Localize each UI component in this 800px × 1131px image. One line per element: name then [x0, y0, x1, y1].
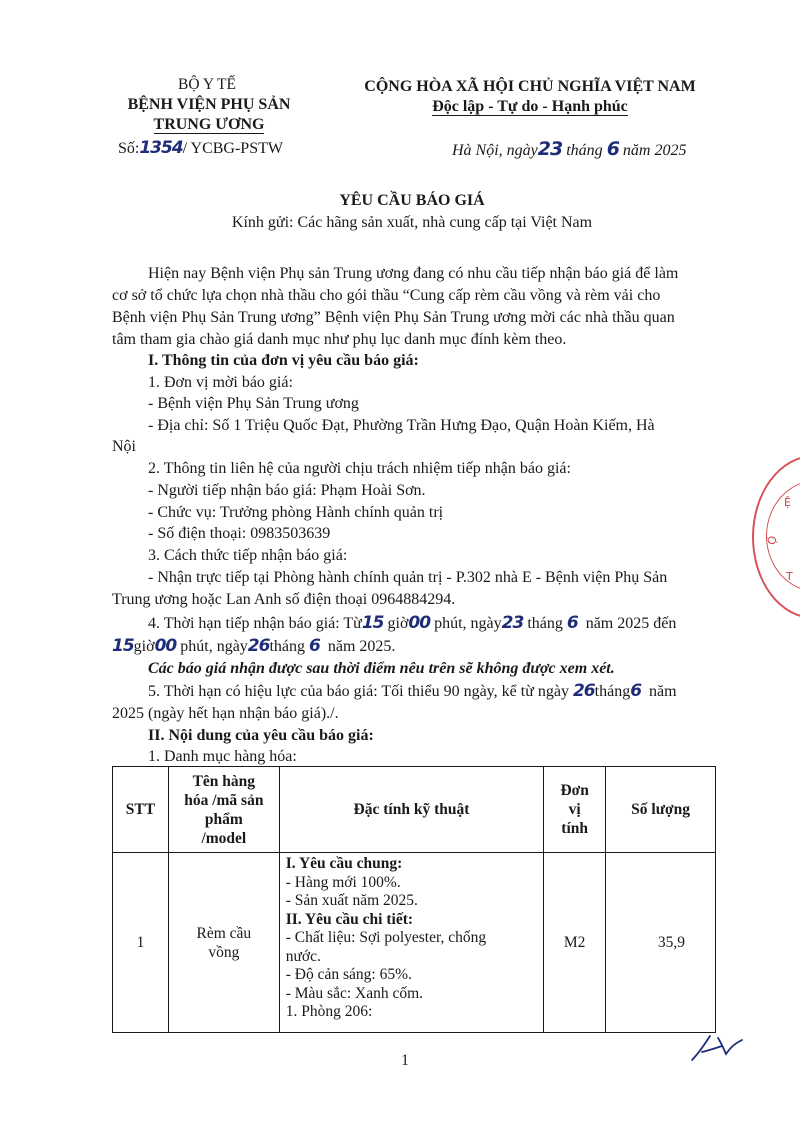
recipient-line: Kính gửi: Các hãng sản xuất, nhà cung cấp tại Việt Nam — [231, 214, 593, 231]
header-qty: Số lượng — [606, 767, 716, 853]
header-unit-line2: vị — [568, 801, 581, 818]
stamp-char-1: Ệ — [784, 496, 791, 509]
validity-year-label: năm — [649, 683, 677, 700]
issue-date-month: 6 — [606, 138, 619, 160]
section-1-address-line2: Nội — [112, 438, 136, 455]
issue-date — [452, 138, 686, 160]
header-name-line3: phẩm — [204, 810, 243, 828]
initials-signature-icon — [688, 1030, 748, 1064]
receiving-deadline-line2 — [112, 636, 395, 657]
hospital-name-line2 — [104, 116, 314, 134]
document-title: YÊU CẦU BÁO GIÁ — [339, 192, 485, 209]
spec-general-2: - Sản xuất năm 2025. — [285, 892, 418, 909]
row-spec — [279, 853, 543, 1033]
header-unit-line1: Đơn — [560, 782, 589, 799]
contact-person: - Người tiếp nhận báo giá: Phạm Hoài Sơn. — [148, 482, 426, 499]
spec-detail-5: 1. Phòng 206: — [285, 1003, 373, 1020]
deadline-start-month: 6 — [566, 613, 578, 633]
spec-detail-title: II. Yêu cầu chi tiết: — [285, 910, 414, 928]
late-submission-note: Các báo giá nhận được sau thời điểm nêu trên sẽ không được xem xét. — [148, 660, 615, 677]
row-name-line2: vồng — [208, 943, 240, 961]
section-1-item2-title: 2. Thông tin liên hệ của người chịu trách nhiệm tiếp nhận báo giá: — [148, 460, 571, 477]
validity-line2: 2025 (ngày hết hạn nhận báo giá)./. — [112, 705, 339, 722]
stamp-char-3: T — [786, 570, 793, 583]
header-name-line4: /model — [201, 829, 247, 847]
hospital-name-line1: BỆNH VIỆN PHỤ SẢN — [127, 96, 291, 113]
document-number-handwritten: 1354 — [139, 138, 183, 158]
row-unit: M2 — [544, 853, 606, 1033]
deadline-thang-2: tháng — [269, 638, 306, 655]
spec-general-title: I. Yêu cầu chung: — [285, 855, 403, 872]
validity-line1 — [148, 681, 677, 702]
section-1-unit: - Bệnh viện Phụ Sản Trung ương — [148, 395, 359, 412]
header-unit-line3: tính — [561, 820, 589, 837]
header-name-line2: hóa /mã sản — [184, 791, 264, 809]
deadline-end-day: 26 — [247, 636, 270, 656]
intro-line-4: tâm tham gia chào giá danh mục như phụ lục danh mục đính kèm theo. — [112, 331, 567, 348]
section-1-address-line1: - Địa chỉ: Số 1 Triệu Quốc Đạt, Phường Trần Hưng Đạo, Quận Hoàn Kiếm, Hà — [148, 417, 655, 434]
row-name-line1: Rèm cầu — [196, 924, 252, 942]
national-motto-text: Độc lập - Tự do - Hạnh phúc — [432, 98, 628, 115]
receiving-method-line2: Trung ương hoặc Lan Anh số điện thoại 0964884294. — [112, 591, 456, 608]
section-2-heading: II. Nội dung của yêu cầu báo giá: — [148, 727, 374, 744]
deadline-end-year: năm 2025. — [327, 638, 396, 655]
spec-detail-1: - Chất liệu: Sợi polyester, chống — [285, 929, 487, 946]
header-stt: STT — [113, 767, 169, 853]
section-1-item3-title: 3. Cách thức tiếp nhận báo giá: — [148, 547, 348, 564]
issue-date-day: 23 — [537, 138, 563, 160]
header-name — [168, 767, 279, 853]
stamp-char-2: Ộ — [764, 534, 780, 547]
deadline-start-hour: 15 — [361, 613, 384, 633]
validity-prefix: 5. Thời hạn có hiệu lực của báo giá: Tối thiểu 90 ngày, kể từ ngày — [148, 683, 569, 700]
goods-table — [112, 766, 716, 1033]
header-name-line1: Tên hàng — [192, 772, 256, 790]
table-row — [113, 853, 716, 1033]
national-motto — [340, 98, 720, 116]
deadline-gio-1: giờ — [387, 615, 409, 632]
header-unit — [544, 767, 606, 853]
section-2-sub: 1. Danh mục hàng hóa: — [148, 748, 297, 765]
spec-general-1: - Hàng mới 100%. — [285, 873, 401, 891]
document-number-prefix: Số: — [118, 140, 140, 157]
section-1-item1-title: 1. Đơn vị mời báo giá: — [148, 374, 293, 391]
deadline-thang-1: tháng — [527, 615, 563, 632]
spec-detail-4: - Màu sắc: Xanh cốm. — [285, 984, 424, 1002]
deadline-gio-2: giờ — [133, 638, 155, 655]
validity-day: 26 — [572, 681, 595, 701]
section-1-heading: I. Thông tin của đơn vị yêu cầu báo giá: — [148, 352, 419, 369]
ministry-name: BỘ Y TẾ — [178, 76, 236, 93]
row-name — [168, 853, 279, 1033]
table-header-row — [113, 767, 716, 853]
validity-month: 6 — [630, 681, 642, 701]
issue-date-prefix: Hà Nội, ngày — [452, 142, 538, 159]
deadline-phut-ngay-1: phút, ngày — [434, 615, 502, 632]
receiving-method-line1: - Nhận trực tiếp tại Phòng hành chính quản trị - P.302 nhà E - Bệnh viện Phụ Sản — [148, 569, 668, 586]
contact-phone: - Số điện thoại: 0983503639 — [148, 525, 331, 542]
contact-position: - Chức vụ: Trưởng phòng Hành chính quản trị — [148, 504, 444, 521]
page-number: 1 — [401, 1052, 409, 1069]
deadline-phut-ngay-2: phút, ngày — [180, 638, 248, 655]
intro-line-2: cơ sở tổ chức lựa chọn nhà thầu cho gói thầu “Cung cấp rèm cầu vồng và rèm vải cho — [112, 287, 661, 304]
document-number — [118, 138, 283, 158]
receiving-deadline-line1 — [148, 613, 676, 634]
deadline-end-minute: 00 — [154, 636, 177, 656]
deadline-end-month: 6 — [309, 636, 320, 656]
header-spec: Đặc tính kỹ thuật — [279, 767, 543, 853]
hospital-name-line2-text: TRUNG ƯƠNG — [153, 116, 265, 133]
row-stt: 1 — [113, 853, 169, 1033]
deadline-start-day: 23 — [501, 613, 524, 633]
document-number-suffix: / YCBG-PSTW — [182, 140, 283, 157]
issue-date-month-label: tháng — [566, 142, 603, 159]
spec-detail-3: - Độ cản sáng: 65%. — [285, 966, 412, 983]
deadline-end-hour: 15 — [112, 636, 134, 656]
deadline-start-minute: 00 — [408, 613, 431, 633]
issue-date-year: năm 2025 — [622, 142, 687, 159]
row-qty: 35,9 — [606, 853, 716, 1033]
intro-line-1: Hiện nay Bệnh viện Phụ sản Trung ương đang có nhu cầu tiếp nhận báo giá để làm — [148, 265, 679, 282]
intro-line-3: Bệnh viện Phụ Sản Trung ương” Bệnh viện Phụ Sản Trung ương mời các nhà thầu quan — [112, 309, 675, 326]
republic-name: CỘNG HÒA XÃ HỘI CHỦ NGHĨA VIỆT NAM — [364, 78, 696, 95]
deadline-prefix: 4. Thời hạn tiếp nhận báo giá: Từ — [148, 615, 362, 632]
validity-thang: tháng — [594, 683, 631, 700]
spec-detail-2: nước. — [285, 947, 321, 965]
deadline-start-year: năm 2025 đến — [585, 615, 677, 632]
